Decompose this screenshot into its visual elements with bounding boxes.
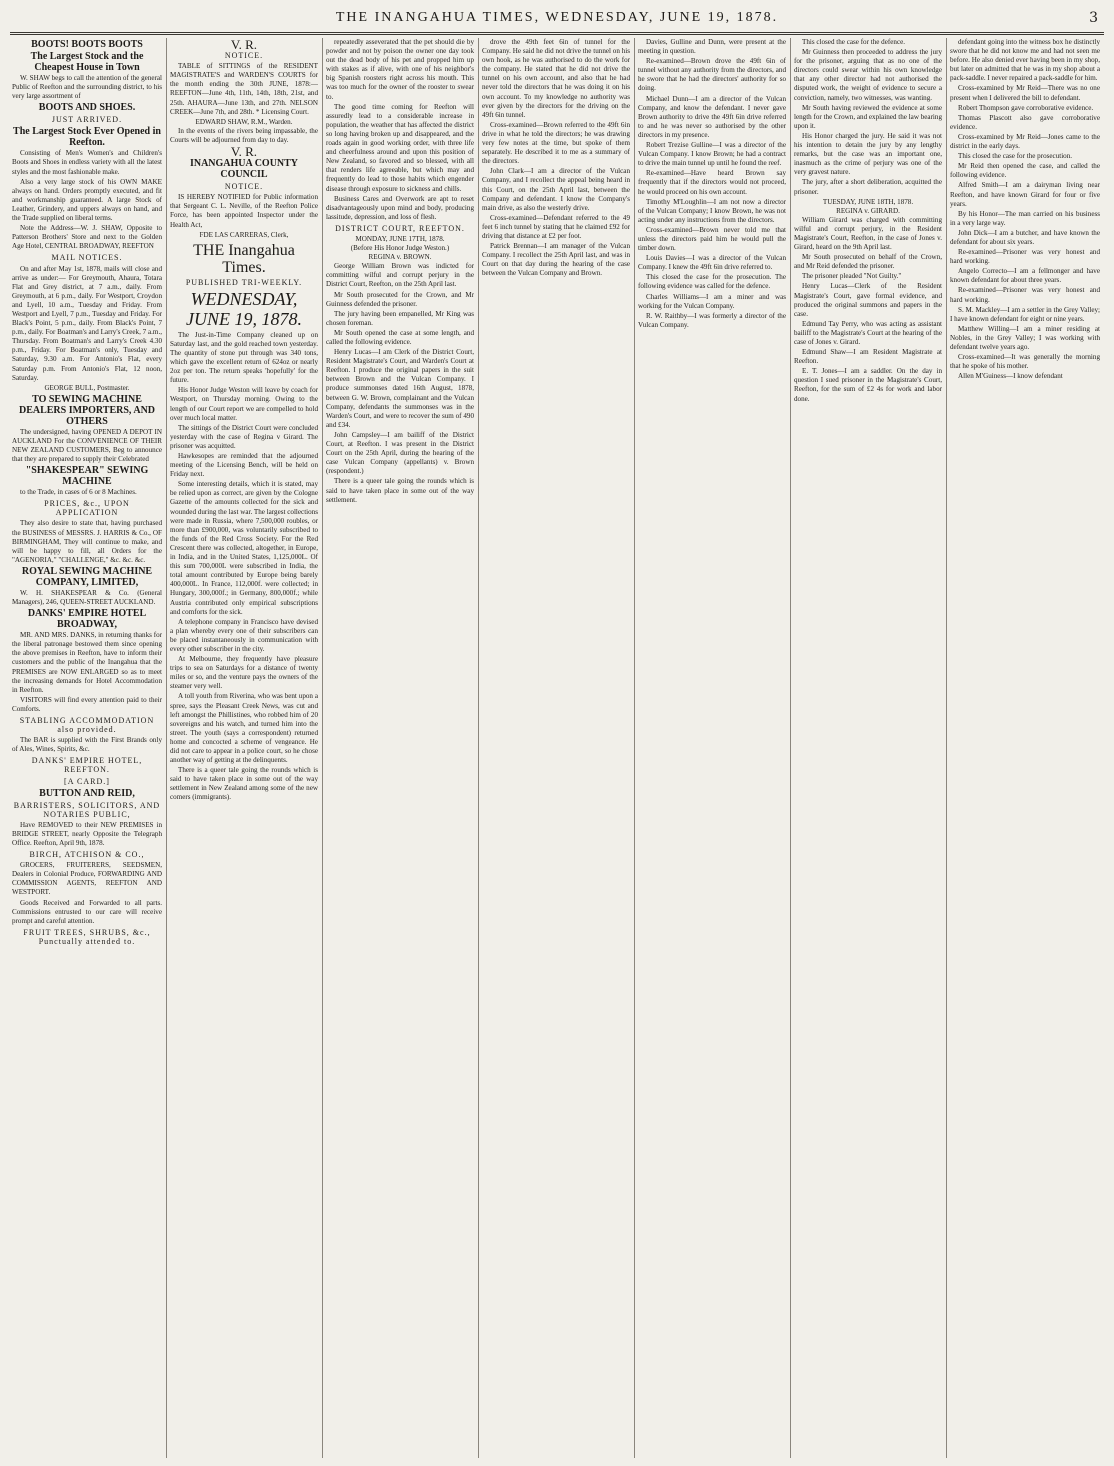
paragraph: The sittings of the District Court were concluded yesterday with the case of Regina v Girard. The prisoner was acquitted. xyxy=(170,423,318,450)
column-4 xyxy=(482,38,630,1458)
centered-line: MONDAY, JUNE 17TH, 1878. xyxy=(355,234,445,243)
paragraph: Re-examined—Brown drove the 49ft 6in of tunnel without any authority from the directors, and he swore that he had the directors' authority for so doing. xyxy=(638,57,786,93)
paragraph: Allen M'Guiness—I know defendant xyxy=(958,372,1063,381)
paragraph: Mr South prosecuted for the Crown, and Mr Guinness defended the prisoner. xyxy=(326,290,474,308)
paragraph: Mr Guinness then proceeded to address the jury for the prisoner, arguing that as no one of the directors could swear within his own knowledge that any other director had not authorised the disputed work, the weight of evidence to secure a conviction, namely, two witnesses, was wanting. xyxy=(794,48,942,102)
paragraph: Timothy M'Loughlin—I am not now a director of the Vulcan Company; I know Brown, he was not acting under any instructions from the directors. xyxy=(638,197,786,224)
paragraph: By his Honor—The man carried on his business in a very large way. xyxy=(950,209,1100,227)
paragraph: W. H. SHAKESPEAR & Co. (General Managers), 246, QUEEN-STREET AUCKLAND. xyxy=(12,588,162,607)
paragraph: The undersigned, having OPENED A DEPOT IN AUCKLAND For the CONVENIENCE OF THEIR NEW ZEALAND CUSTOMERS, Beg to announce that they are prepared to supply their Celebrated xyxy=(12,427,162,464)
caption-line: PUBLISHED TRI-WEEKLY. xyxy=(185,277,303,287)
paragraph: Re-examined—Have heard Brown say frequently that if the directors would not proceed, he would proceed on his own account. xyxy=(638,169,786,196)
headline: BOOTS AND SHOES. xyxy=(38,102,136,114)
paragraph: This closed the case for the defence. xyxy=(802,38,906,46)
caption-line: BIRCH, ATCHISON & CO., xyxy=(29,850,145,860)
paragraph: The jury, after a short deliberation, acquitted the prisoner. xyxy=(794,178,942,196)
column-rule xyxy=(166,38,167,1458)
paragraph: Consisting of Men's Women's and Children's Boots and Shoes in endless variety with all the latest styles and the most fashionable make. xyxy=(12,149,162,176)
paragraph: John Clark—I am a director of the Vulcan Company, and I recollect the appeal being heard in this Court, on the 25th April last, between the Company and defendant. I know the Company's main drive, as also the westerly drive. xyxy=(482,167,630,212)
paragraph: MR. AND MRS. DANKS, in returning thanks for the liberal patronage bestowed them since opening the above premises in Reefton, have to inform their customers and the public of the Inangahua that the PREMISES are NOW ENLARGED so as to meet the increasing demands for Hotel Accommodation in Reefton. xyxy=(12,631,162,694)
paragraph: John Campsley—I am bailiff of the District Court, at Reefton. I was present in the District Court on the 25th April, during the hearing of the case Vulcan Company (appellants) v. Brown (respondent.) xyxy=(326,430,474,476)
column-rule xyxy=(634,38,635,1458)
paragraph: Re-examined—Prisoner was very honest and hard working. xyxy=(950,286,1100,304)
paragraph: They also desire to state that, having purchased the BUSINESS of MESSRS. J. HARRIS & Co., OF BIRMINGHAM, They will continue to make, and will be happy to fill, all Orders for the "AGENORIA," "CHALLENGE," &c. &c. &c. xyxy=(12,519,162,564)
paragraph: W. SHAW begs to call the attention of the general Public of Reefton and the surrounding district, to his very large assortment of xyxy=(12,74,162,101)
paragraph: At Melbourne, they frequently have pleasure trips to sea on Saturdays for a distance of twenty miles or so, and the venture pays the owners of the steamer very well. xyxy=(170,655,318,691)
column-7 xyxy=(950,38,1100,1458)
paragraph: Cross-examined by Mr Reid—There was no one present when I delivered the bill to defendant. xyxy=(950,84,1100,102)
paragraph: IS HEREBY NOTIFIED for Public information that Sergeant C. L. Neville, of the Reefton Police Force, has been appointed Inspector under the Health Act, xyxy=(170,193,318,229)
paragraph: Charles Williams—I am a miner and was working for the Vulcan Company. xyxy=(638,292,786,310)
centered-line: (Before His Honor Judge Weston.) xyxy=(350,244,450,253)
paragraph: Cross-examined by Mr Reid—Jones came to the district in the early days. xyxy=(950,132,1100,151)
column-1 xyxy=(12,38,162,1458)
paragraph: repeatedly asseverated that the pet should die by powder and not by poison the owner one day took out the dead body of his pet and propped him up with stakes as if alive, with one of his neighbor's big Spanish roosters right across his mouth. This was too much for the owner of the rooster to swear to. xyxy=(326,38,474,101)
paragraph: Cross-examined—It was generally the morning that he spoke of his mother. xyxy=(950,353,1100,371)
paragraph: S. M. Mackley—I am a settler in the Grey Valley; I have known defendant for eight or nine years. xyxy=(950,305,1100,323)
paragraph: Robert Thompson gave corroborative evidence. xyxy=(958,103,1094,112)
paragraph: defendant going into the witness box he distinctly swore that he did not know me and had not seen me before. He also denied ever having been in my shop, but later on admitted that he was in my shop about a pack-saddle. I never repaired a pack-saddle for him. xyxy=(950,38,1100,83)
headline: The Largest Stock and the Cheapest House in Town xyxy=(30,51,144,73)
caption-line: PRICES, &c., UPON APPLICATION xyxy=(44,499,130,518)
headline: BUTTON AND REID, xyxy=(39,787,135,799)
paragraph: Have REMOVED to their NEW PREMISES in BRIDGE STREET, nearly Opposite the Telegraph Office. Reefton, April 9th, 1878. xyxy=(12,820,162,847)
centered-line: EDWARD SHAW, R.M., Warden. xyxy=(195,117,293,126)
paragraph: There is a queer tale going the rounds which is said to have taken place in some out of the way settlement. xyxy=(326,477,474,504)
paragraph: Some interesting details, which it is stated, may be relied upon as correct, are given by the Cologne Gazette of the amounts collected for the sick and wounded during the last war. The largest collections were made in Russia, where 7,500,000 roubles, or more than £900,000, was voluntarily subscribed to the funds of the Red Cross Society. For the Red Crescent there was collected, altogether, in Europe, in India, and in the United States, 1,125,000L. Of this sum 700,000L were subscribed in India, the total amount contributed by Europe being barely 400,000L. In France, 112,000f. were collected; in Hungary, 300,000f.; in Germany, 800,000f.; while Austria contributed only empirical subscriptions and comforts for the sick. xyxy=(170,480,318,616)
paragraph: On and after May 1st, 1878, mails will close and arrive as under:— For Greymouth, Ahaura, Totara Flat and Grey district, at 7 a.m., daily. From Greymouth, at 6 p.m., daily. For Westport, Croydon and Lyell, 10 a.m., Tuesday and Friday. From Westport and Lyell, 7 p.m., Tuesday and Friday. For Black's Point, 5 p.m., daily. From Black's Point, 7 p.m., daily. For Boatman's and Larry's Creek, 7 a.m., Thursday. From Boatman's and Larry's Creek 4.30 p.m., Friday. For Boatman's only, Tuesday and Saturday, 9.30 a.m. For Antonio's Flat, every Saturday p.m. From Antonio's Flat, 12 noon, Saturday. xyxy=(12,264,162,382)
paragraph: Henry Lucas—I am Clerk of the District Court, Resident Magistrate's Court, and Warden's Court at Reefton. I produce the original papers in the suit between Brown and the Vulcan Company. I produce summonses dated 16th August, 1878, between G. W. Brown, complainant and the Vulcan Company, defendants the summonses was in the Warden's Court, and were to recover the sum of 490 and £34. xyxy=(326,348,474,429)
paragraph: George William Brown was indicted for committing wilful and corrupt perjury in the District Court, Reefton, on the 25th April last. xyxy=(326,262,474,289)
paragraph: The jury having been empanelled, Mr King was chosen foreman. xyxy=(326,309,474,327)
paragraph: to the Trade, in cases of 6 or 8 Machines. xyxy=(20,488,137,497)
paragraph: There is a queer tale going the rounds which is said to have taken place in some out of the way settlement in New Zealand among some of the new comers (immigrants). xyxy=(170,766,318,802)
headline: BOOTS! BOOTS BOOTS xyxy=(31,39,143,50)
caption-line: JUST ARRIVED. xyxy=(51,115,123,125)
paragraph: The good time coming for Reefton will assuredly lead to a considerable increase in population, the weather that has affected the district so long having broken up and disappeared, and the roads again in good working order, with three life and cheerfulness around and upon this position of New Zealand, so favored and so blessed, with all that renders life agreeable, but which may and frequently do lead to those habits which engender disease through exposure to sickness and chills. xyxy=(326,102,474,193)
paragraph: John Dick—I am a butcher, and have known the defendant for about six years. xyxy=(950,228,1100,246)
paragraph: The Just-in-Time Company cleaned up on Saturday last, and the gold reached town yesterday. The quantity of stone put through was 340 tons, which gave the excellent return of 624oz or nearly 2oz per ton. The return speaks 'hopefully' for the future. xyxy=(170,330,318,385)
caption-line: FRUIT TREES, SHRUBS, &c., Punctually attended to. xyxy=(23,927,151,946)
dateline: WEDNESDAY, JUNE 19, 1878. xyxy=(186,288,302,329)
paragraph: The BAR is supplied with the First Brands only of Ales, Wines, Spirits, &c. xyxy=(12,736,162,754)
masthead-title: THE INANGAHUA TIMES, WEDNESDAY, JUNE 19, 1878. xyxy=(335,10,779,25)
paragraph: This closed the case for the prosecution. The following evidence was called for the defence. xyxy=(638,273,786,291)
paragraph: Patrick Brennan—I am manager of the Vulcan Company. I recollect the 25th April last, and was in Court on that day during the hearing of the case between the Vulcan Company and Brown. xyxy=(482,242,630,278)
paragraph: This closed the case for the prosecution. xyxy=(958,152,1073,161)
centered-line: REGINA v. GIRARD. xyxy=(836,206,900,215)
paragraph: Robert Trezise Gulline—I was a director of the Vulcan Company. I know Brown; he had a contract to drive the main tunnel up until he found the reef. xyxy=(638,141,786,168)
paragraph: Edmund Shaw—I am Resident Magistrate at Reefton. xyxy=(794,348,942,366)
paragraph: Angelo Correcto—I am a fellmonger and have known defendant for about three years. xyxy=(950,267,1100,285)
centered-line: TUESDAY, JUNE 18TH, 1878. xyxy=(822,197,914,206)
paragraph: The prisoner pleaded "Not Guilty." xyxy=(802,272,902,281)
paragraph: GROCERS, FRUITERERS, SEEDSMEN, Dealers in Colonial Produce, FORWARDING AND COMMISSION AGENTS, REEFTON AND WESTPORT. xyxy=(12,861,162,897)
caption-line: NOTICE. xyxy=(224,182,264,192)
paragraph: R. W. Raithby—I was formerly a director of the Vulcan Company. xyxy=(638,311,786,329)
caption-line: DANKS' EMPIRE HOTEL, REEFTON. xyxy=(31,756,143,775)
caption-line: [A CARD.] xyxy=(64,776,110,786)
paragraph: Cross-examined—Brown referred to the 49ft 6in drive in what he told the directors; he was drawing very few notes at the time, but spoke of them separately. He described it to me as a summary of the directors. xyxy=(482,120,630,166)
column-5 xyxy=(638,38,786,1458)
paragraph: Mr South prosecuted on behalf of the Crown, and Mr Reid defended the prisoner. xyxy=(794,253,942,271)
centered-line: REGINA v. BROWN. xyxy=(368,253,432,262)
paragraph: Cross-examined—Defendant referred to the 49 feet 6 inch tunnel by stating that he claimed £92 for driving that distance at £2 per foot. xyxy=(482,213,630,240)
column-2 xyxy=(170,38,318,1458)
headline: ROYAL SEWING MACHINE COMPANY, LIMITED, xyxy=(21,565,153,588)
paragraph: Mr South having reviewed the evidence at some length for the Crown, and explained the law bearing upon it. xyxy=(794,103,942,130)
paragraph: William Girard was charged with committing wilful and corrupt perjury, in the Resident Magistrate's Court, Reefton, in the case of Jones v. Girard, heard on the 9th April last. xyxy=(794,215,942,252)
paragraph: Cross-examined—Brown never told me that unless the directors paid him he would pull the timber down. xyxy=(638,225,786,253)
paragraph: Matthew Willing—I am a miner residing at Nobles, in the Grey Valley; I was working with defendant twelve years ago. xyxy=(950,324,1100,351)
newspaper-flag: THE Inangahua Times. xyxy=(193,241,295,276)
column-rule xyxy=(946,38,947,1458)
paragraph: E. T. Jones—I am a saddler. On the day in question I sued prisoner in the Magistrate's Court, Reefton, for the sum of £2 4s for work and labor done. xyxy=(794,367,942,403)
paragraph: Note the Address—W. J. SHAW, Opposite to Patterson Brothers' Store and next to the Golden Age Hotel, CENTRAL BROADWAY, REEFTON xyxy=(12,224,162,251)
paragraph: Mr South opened the case at some length, and called the following evidence. xyxy=(326,328,474,346)
paragraph: Re-examined—Prisoner was very honest and hard working. xyxy=(950,248,1100,266)
headline: DANKS' EMPIRE HOTEL BROADWAY, xyxy=(27,608,147,631)
centered-line: GEORGE BULL, Postmaster. xyxy=(44,383,130,392)
paragraph: In the events of the rivers being impassable, the Courts will be adjourned from day to day. xyxy=(170,126,318,144)
caption-line: NOTICE. xyxy=(224,51,264,61)
paragraph: Mr Reid then opened the case, and called the following evidence. xyxy=(950,162,1100,180)
paragraph: Alfred Smith—I am a dairyman living near Reefton, and have known Girard for four or five years. xyxy=(950,181,1100,208)
column-rule xyxy=(478,38,479,1458)
paragraph: A telephone company in Francisco have devised a plan whereby every one of their subscribers can be placed instantaneously in communication with every other subscriber in the city. xyxy=(170,617,318,653)
paragraph: Louis Davies—I was a director of the Vulcan Company. I knew the 49ft 6in drive referred to. xyxy=(638,254,786,272)
headline: INANGAHUA COUNTY COUNCIL xyxy=(189,158,299,181)
paragraph: Henry Lucas—Clerk of the Resident Magistrate's Court, gave formal evidence, and produced the original summons and papers in the case. xyxy=(794,282,942,318)
caption-line: DISTRICT COURT, REEFTON. xyxy=(335,223,465,233)
paragraph: Goods Received and Forwarded to all parts. Commissions entrusted to our care will receive prompt and careful attention. xyxy=(12,898,162,925)
headline: The Largest Stock Ever Opened in Reefton. xyxy=(13,126,161,149)
column-rule xyxy=(322,38,323,1458)
column-3 xyxy=(326,38,474,1458)
centered-line: FDE LAS CARRERAS, Clerk, xyxy=(199,230,289,239)
caption-line: MAIL NOTICES. xyxy=(51,253,123,263)
caption-line: STABLING ACCOMMODATION also provided. xyxy=(19,715,155,735)
paragraph: Michael Dunn—I am a director of the Vulcan Company, and know the defendant. I never gave Brown authority to drive the 49ft 6in drive referred to and he was never so authorised by the other directors in my presence. xyxy=(638,94,786,139)
paragraph: TABLE of SITTINGS of the RESIDENT MAGISTRATE'S and WARDEN'S COURTS for the month ending the 30th JUNE, 1878:— REEFTON—June 4th, 11th, 14th, 18th, 21st, and 25th. AHAURA—June 13th, and 27th. NELSON CREEK—June 7th, and 28th. * Licensing Court. xyxy=(170,62,318,116)
paragraph: drove the 49th feet 6in of tunnel for the Company. He said he did not drive the tunnel on his own hook, as he was authorised to do the work for the company. He stated that he did not drive the tunnel on his own account, and also that he had never told the directors that he was doing it on his own account. To my knowledge no authority was ever given by the directors for the driving on the 49ft 6in tunnel. xyxy=(482,38,630,119)
masthead xyxy=(10,6,1104,35)
paragraph: VISITORS will find every attention paid to their Comforts. xyxy=(12,695,162,713)
paragraph: Also a very large stock of his OWN MAKE always on hand. Orders promptly executed, and fit and workmanship guaranteed. A large Stock of Leather, Grindery, and uppers always on hand, and the Trade supplied on liberal terms. xyxy=(12,177,162,223)
royal-crest: V. R. xyxy=(230,38,258,52)
caption-line: BARRISTERS, SOLICITORS, AND NOTARIES PUBLIC, xyxy=(13,800,161,819)
headline: TO SEWING MACHINE DEALERS IMPORTERS, AND OTHERS xyxy=(18,393,156,427)
column-6 xyxy=(794,38,942,1458)
column-rule xyxy=(790,38,791,1458)
paragraph: Hawkesopes are reminded that the adjourned meeting of the Licensing Bench, will be held on Friday next. xyxy=(170,452,318,479)
paragraph: His Honor Judge Weston will leave by coach for Westport, on Thursday morning. Owing to the length of our Court report we are compelled to hold over much local matter. xyxy=(170,386,318,422)
paragraph: Thomas Plascott also gave corroborative evidence. xyxy=(950,113,1100,131)
paragraph: His Honor charged the jury. He said it was not his intention to detain the jury by any lengthy remarks, but the case was an important one, inasmuch as the crime of perjury was one of the very gravest nature. xyxy=(794,131,942,177)
page-number: 3 xyxy=(1089,10,1098,26)
headline: "SHAKESPEAR" SEWING MACHINE xyxy=(25,465,149,488)
paragraph: Davies, Gulline and Dunn, were present at the meeting in question. xyxy=(638,38,786,56)
paragraph: Edmund Tay Perry, who was acting as assistant bailiff to the Magistrate's Court at the hearing of the case of Jones v. Girard. xyxy=(794,319,942,346)
paragraph: A toll youth from Riverina, who was bent upon a spree, says the Pleasant Creek News, was cut and left amongst the Phillistines, who robbed him of 20 sovereigns and his watch, and turned him into the street. The youth (says a correspondent) returned home and concocted a scheme of vengeance. He did not care to appear in a police court, so he chose another way of getting at the delinquents. xyxy=(170,692,318,765)
royal-crest: V. R. xyxy=(230,144,258,160)
paragraph: Business Cares and Overwork are apt to reset disadvantageously upon mind and body, producing lassitude, depression, and loss of flesh. xyxy=(326,194,474,221)
